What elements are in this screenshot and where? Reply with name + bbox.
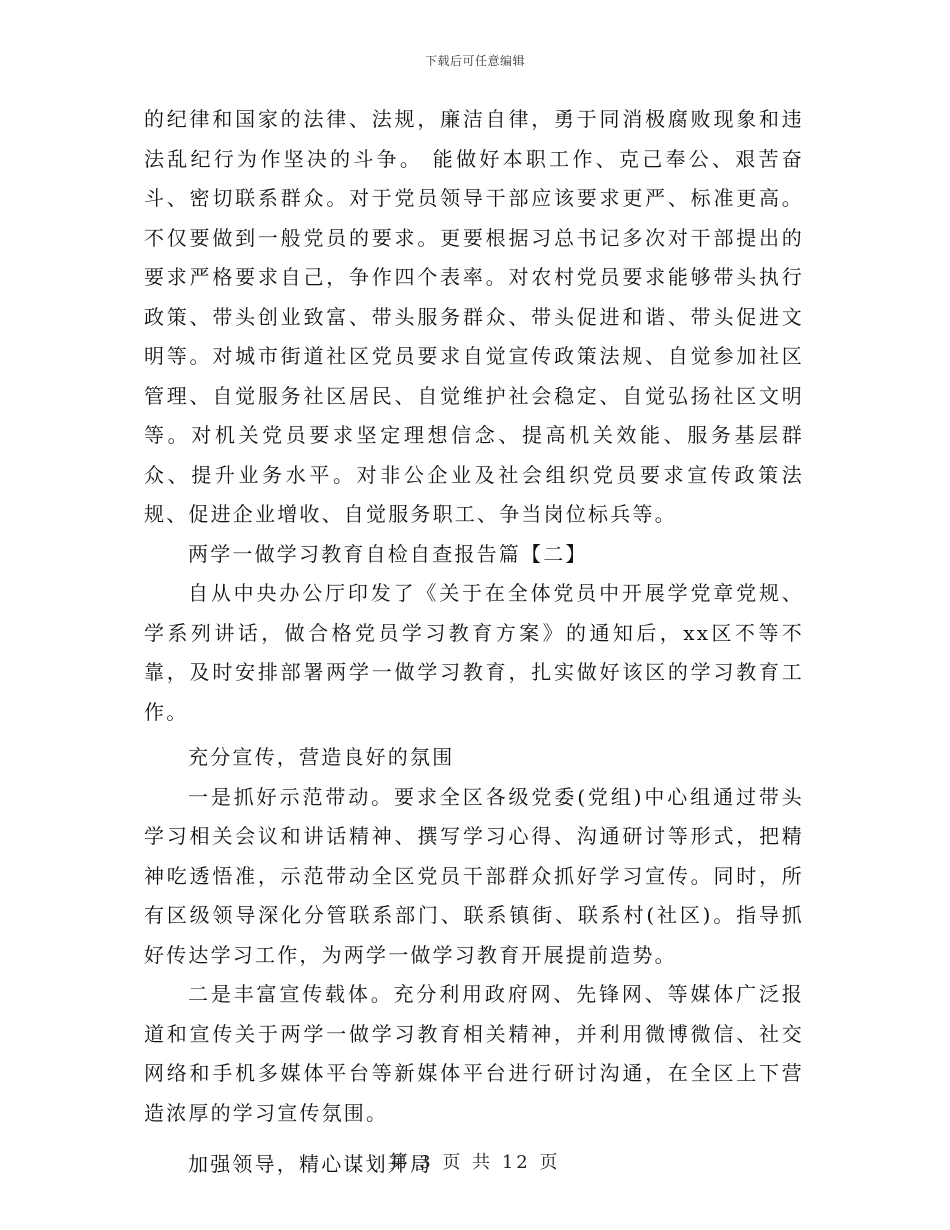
- spacer: [144, 1133, 804, 1145]
- body-paragraph-3: 一是抓好示范带动。要求全区各级党委(党组)中心组通过带头学习相关会议和讲话精神、撰写学习心得、沟通研讨等形式，把精神吃透悟准，示范带动全区党员干部群众抓好学习宣传。同时，所有区级领导深化分管联系部门、联系镇街、联系村(社区)。指导抓好传达学习工作，为两学一做学习教育开展提前造势。: [144, 784, 804, 967]
- section-title: 两学一做学习教育自检自查报告篇【二】: [188, 541, 588, 566]
- subheading-leadership: 加强领导，精心谋划开局: [188, 1152, 433, 1176]
- body-paragraph-4: 二是丰富宣传载体。充分利用政府网、先锋网、等媒体广泛报道和宣传关于两学一做学习教育相关精神，并利用微博微信、社交网络和手机多媒体平台等新媒体平台进行研讨沟通，在全区上下营造浓厚的学习宣传氛围。: [144, 982, 804, 1125]
- body-paragraph-1: 的纪律和国家的法律、法规，廉洁自律，勇于同消极腐败现象和违法乱纪行为作坚决的斗争。 能做好本职工作、克己奉公、艰苦奋斗、密切联系群众。对于党员领导干部应该要求更严、标准更高。不仅要做到一般党员的要求。更要根据习总书记多次对干部提出的要求严格要求自己，争作四个表率。对农村党员要求能够带头执行政策、带头创业致富、带头服务群众、带头促进和谐、带头促进文明等。对城市街道社区党员要求自觉宣传政策法规、自觉参加社区管理、自觉服务社区居民、自觉维护社会稳定、自觉弘扬社区文明等。对机关党员要求坚定理想信念、提高机关效能、服务基层群众、提升业务水平。对非公企业及社会组织党员要求宣传政策法规、促进企业增收、自觉服务职工、争当岗位标兵等。: [144, 107, 804, 526]
- body-paragraph-2: 自从中央办公厅印发了《关于在全体党员中开展学党章党规、学系列讲话，做合格党员学习教育方案》的通知后，xx区不等不靠，及时安排部署两学一做学习教育，扎实做好该区的学习教育工作。: [144, 581, 804, 724]
- page-header-note: 下载后可任意编辑: [424, 54, 525, 68]
- subheading-publicity: 充分宣传，营造良好的氛围: [188, 745, 455, 769]
- document-body: [144, 100, 804, 1185]
- page-number-footer: 第 3 页 共 12 页: [389, 1152, 561, 1173]
